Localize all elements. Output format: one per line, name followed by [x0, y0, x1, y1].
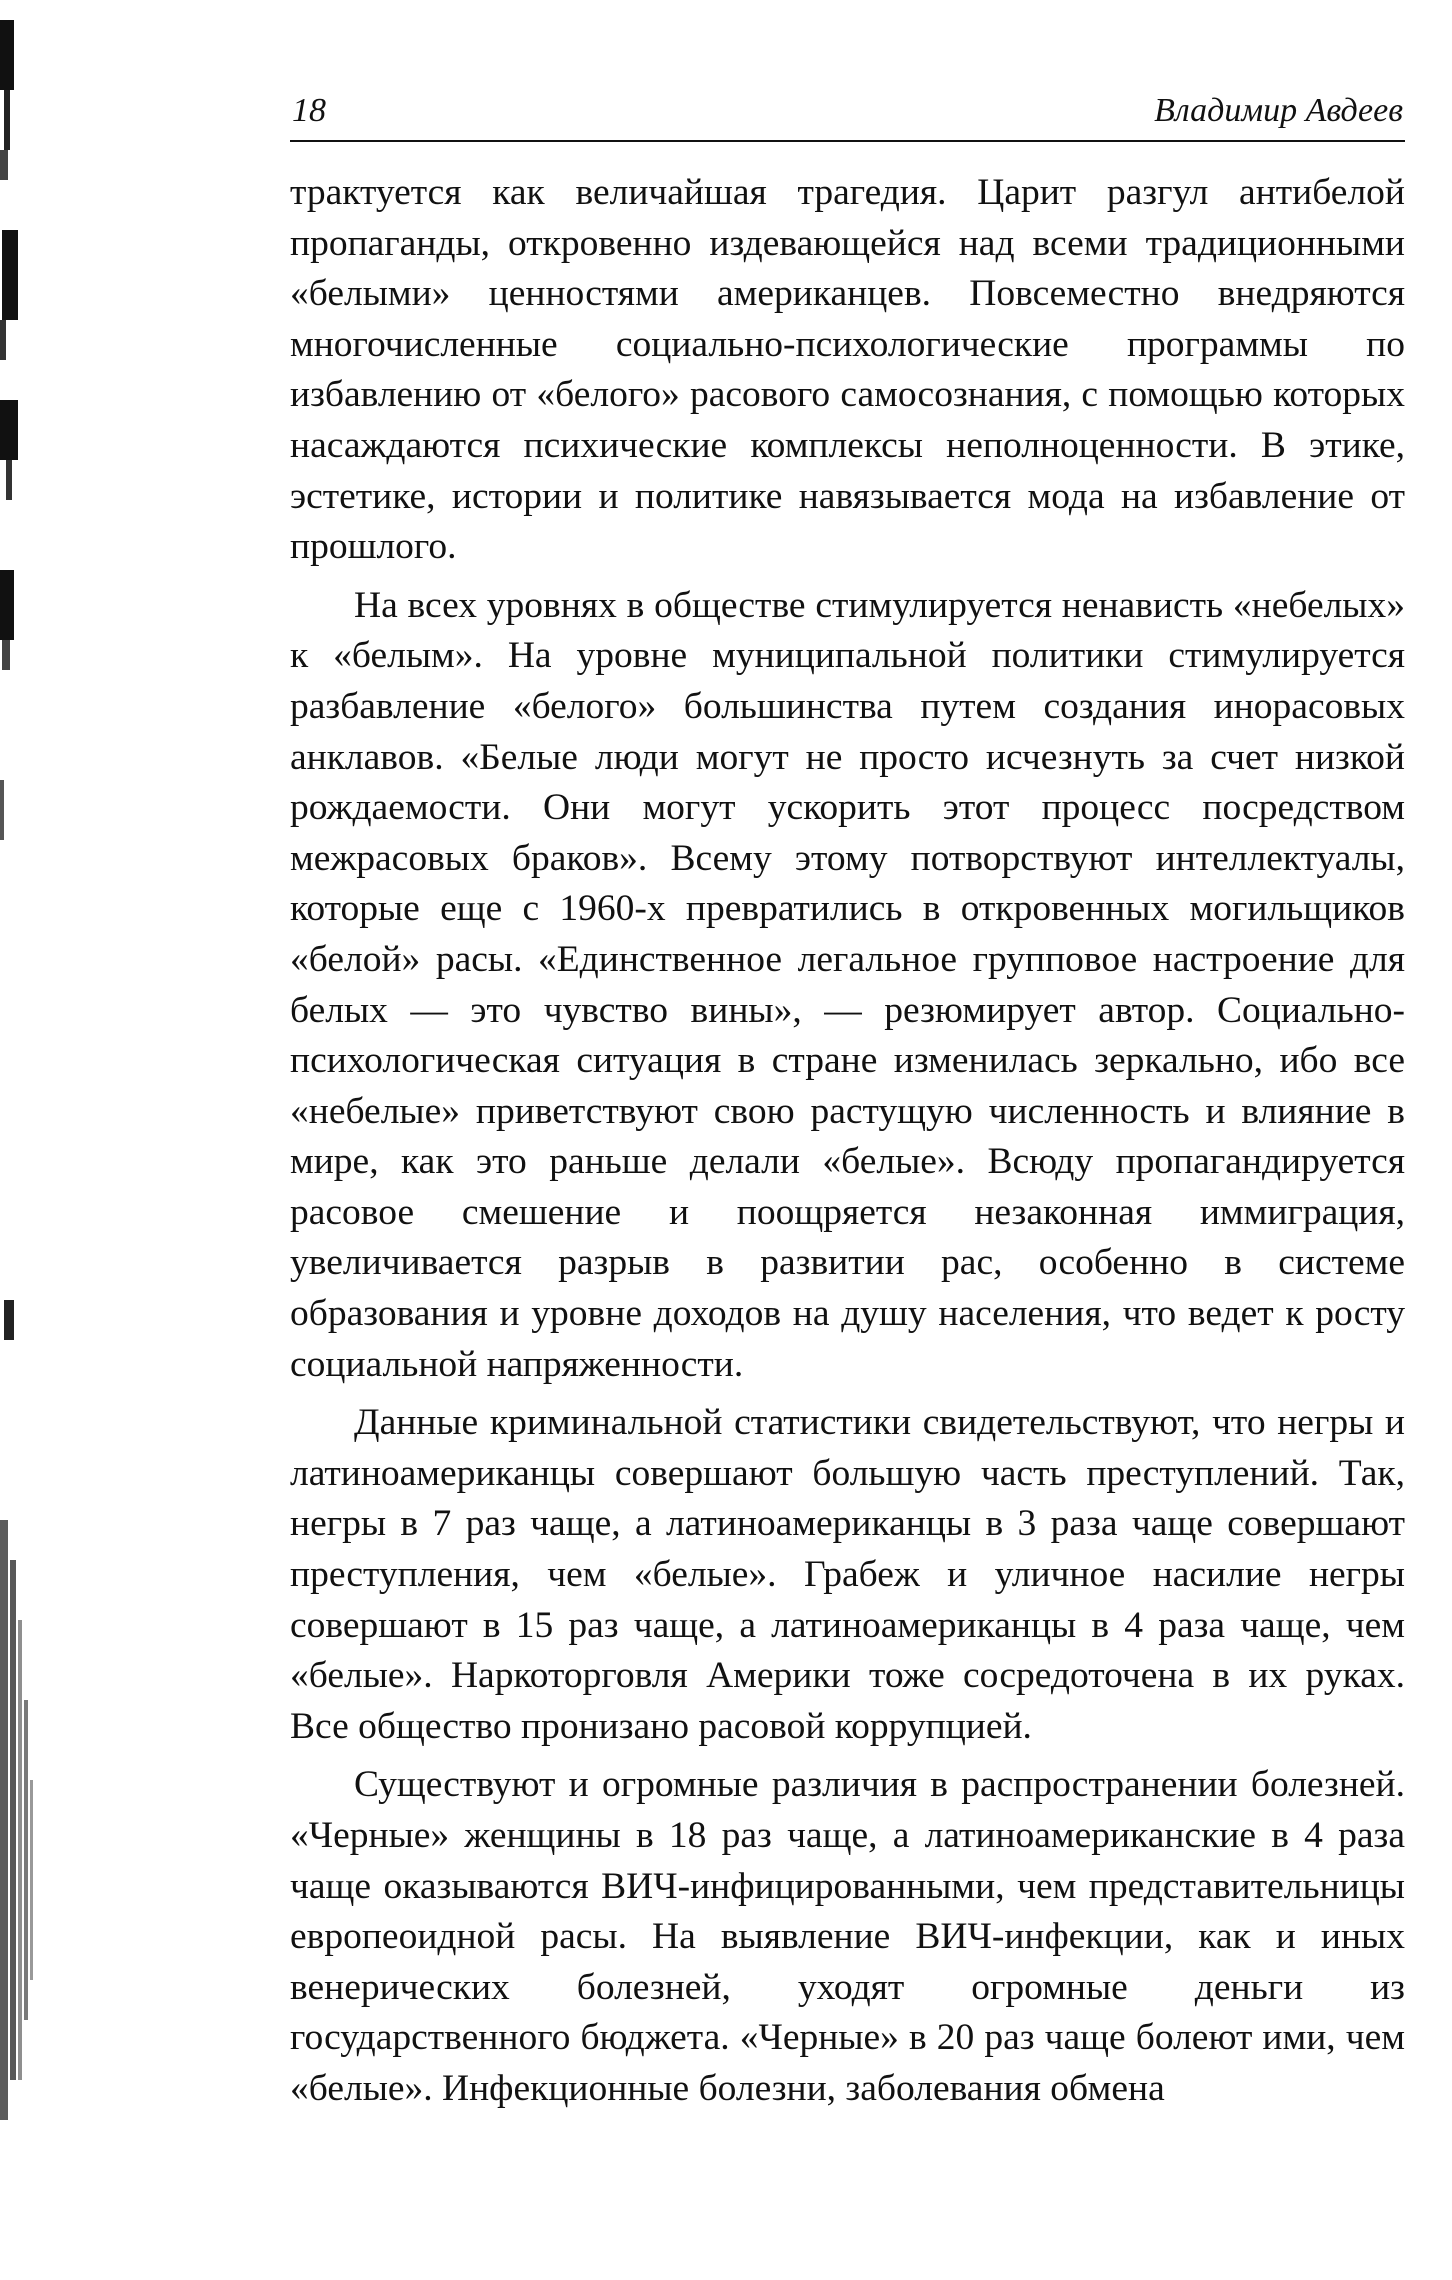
paragraph: Данные криминальной статистики свидетельствуют, что негры и латиноамериканцы совершают большую часть преступлений. Так, негры в 7 раз чаще, а латиноамериканцы в 3 раза чаще совершают преступления, чем «белые». Грабеж и уличное насилие негры совершают в 15 раз чаще, а латиноамериканцы в 4 раза чаще, чем «белые». Наркоторговля Америки тоже сосредоточена в их руках. Все общество пронизано расовой коррупцией.: [290, 1402, 1405, 1747]
scan-binding-edge: [0, 0, 60, 2280]
page-header: [290, 90, 1405, 142]
page-number: 18: [292, 92, 326, 129]
body-text: [290, 168, 1405, 2115]
paragraph: Существуют и огромные различия в распространении болезней. «Черные» женщины в 18 раз чаще, а латиноамериканские в 4 раза чаще оказываются ВИЧ-инфицированными, чем представительницы европеоидной расы. На выявление ВИЧ-инфекции, как и иных венерических болезней, уходят огромные деньги из государственного бюджета. «Черные» в 20 раз чаще болеют ими, чем «белые». Инфекционные болезни, заболевания обмена: [290, 1764, 1405, 2109]
running-title: Владимир Авдеев: [1154, 92, 1403, 129]
paragraph: трактуется как величайшая трагедия. Царит разгул антибелой пропаганды, откровенно издевающейся над всеми традиционными «белыми» ценностями американцев. Повсеместно внедряются многочисленные социально-психологические программы по избавлению от «белого» расового самосознания, с помощью которых насаждаются психические комплексы неполноценности. В этике, эстетике, истории и политике навязывается мода на избавление от прошлого.: [290, 172, 1405, 568]
paragraph: На всех уровнях в обществе стимулируется ненависть «небелых» к «белым». На уровне муниципальной политики стимулируется разбавление «белого» большинства путем создания инорасовых анклавов. «Белые люди могут не просто исчезнуть за счет низкой рождаемости. Они могут ускорить этот процесс посредством межрасовых браков». Всему этому потворствуют интеллектуалы, которые еще с 1960-х превратились в откровенных могильщиков «белой» расы. «Единственное легальное групповое настроение для белых — это чувство вины», — резюмирует автор. Социально-психологическая ситуация в стране изменилась зеркально, ибо все «небелые» приветствуют свою растущую численность и влияние в мире, как это раньше делали «белые». Всюду пропагандируется расовое смешение и поощряется незаконная иммиграция, увеличивается разрыв в развитии рас, особенно в системе образования и уровне доходов на душу населения, что ведет к росту социальной напряженности.: [290, 584, 1405, 1385]
